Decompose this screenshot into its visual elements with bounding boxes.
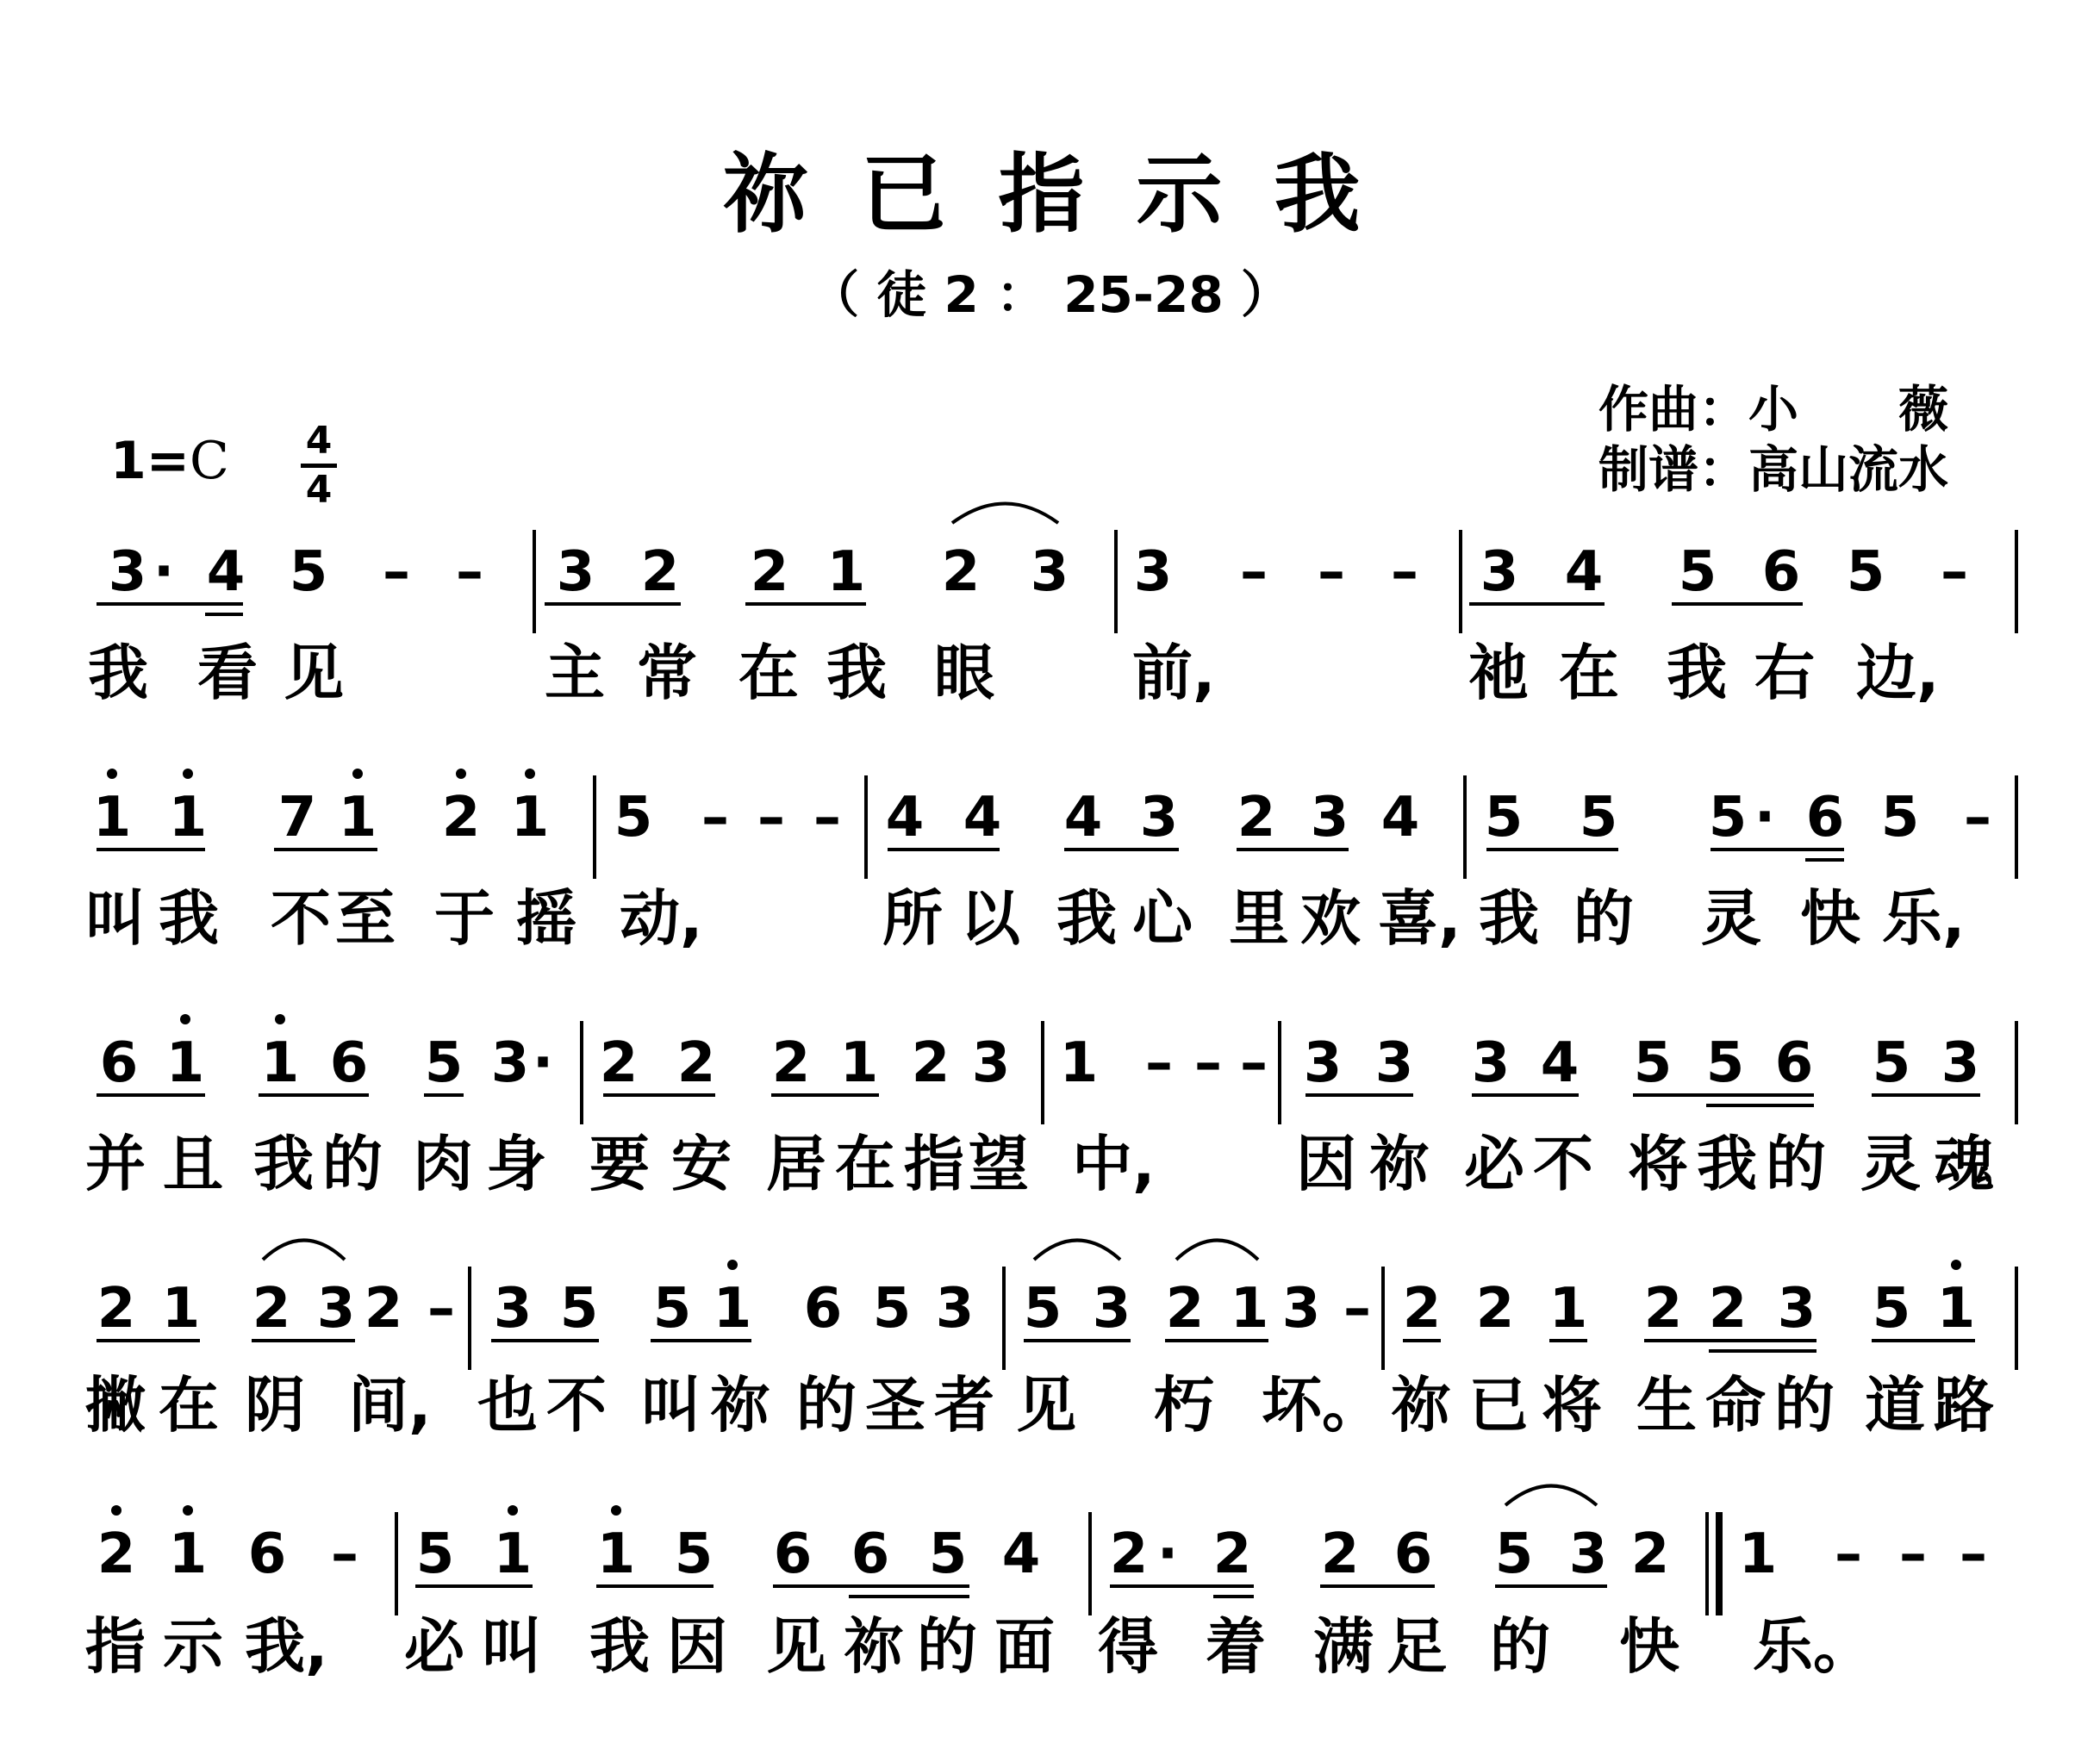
lyric-syllable: 安	[671, 1129, 732, 1199]
lyric-syllable: 着	[1206, 1611, 1266, 1682]
note: 3	[1777, 1277, 1816, 1341]
note: 1	[92, 786, 132, 850]
lyric-syllable: 我	[1056, 883, 1117, 954]
lyric-syllable: 间,	[348, 1370, 432, 1441]
lyric-syllable: 魂	[1934, 1129, 1994, 1199]
note: 3	[1941, 1031, 1980, 1095]
note: 6	[803, 1277, 843, 1341]
lyric-syllable: 者	[934, 1370, 994, 1441]
note: 3	[316, 1277, 356, 1341]
lyric-syllable: 见	[1016, 1370, 1076, 1441]
note: 5	[1705, 1031, 1745, 1095]
note: 7	[277, 786, 317, 850]
lyric-syllable: 在	[738, 638, 799, 708]
note: 4	[1063, 786, 1103, 850]
note: 4	[1540, 1031, 1580, 1095]
lyric-syllable: 指	[904, 1129, 964, 1199]
lyric-syllable: 我	[1667, 638, 1727, 708]
note: 2	[1630, 1522, 1670, 1586]
lyric-syllable: 欢	[1300, 883, 1361, 954]
lyric-syllable: 的	[917, 1611, 977, 1682]
lyric-syllable: 要	[589, 1129, 650, 1199]
note: 4	[1380, 786, 1420, 850]
lyric-syllable: 不	[271, 883, 331, 954]
note: 4	[1001, 1522, 1041, 1586]
note: 2	[750, 540, 789, 604]
high-octave-dot	[183, 769, 193, 779]
lyric-syllable: 灵	[1860, 1129, 1921, 1199]
note: 4	[885, 786, 925, 850]
lyric-syllable: 快	[1800, 883, 1860, 954]
note: 2	[1708, 1277, 1748, 1341]
slur	[952, 504, 1058, 524]
note: 2	[441, 786, 481, 850]
high-octave-dot	[111, 1505, 122, 1516]
lyric-syllable: 我	[159, 883, 219, 954]
lyric-syllable: 祂	[1468, 638, 1529, 708]
scripture-reference: （ 徒 2 ： 25-28 ）	[809, 265, 1291, 324]
note: 3	[1133, 540, 1173, 604]
lyric-syllable: 至	[335, 883, 396, 954]
high-octave-dot	[183, 1505, 193, 1516]
note: 5	[928, 1522, 968, 1586]
note: 3	[493, 1277, 533, 1341]
lyric-syllable: 我	[589, 1611, 650, 1682]
lyric-syllable: 灵	[1701, 883, 1761, 954]
high-octave-dot	[456, 769, 466, 779]
note: 1	[596, 1522, 636, 1586]
lyric-syllable: 得	[1098, 1611, 1158, 1682]
note: 5	[1484, 786, 1524, 850]
note: 5	[1579, 786, 1618, 850]
note: 1	[168, 1522, 208, 1586]
note: 1	[510, 786, 550, 850]
dot-mark: ·	[153, 540, 175, 604]
dash-note: –	[456, 540, 483, 604]
note: 1	[493, 1522, 533, 1586]
lyric-syllable: 里	[1229, 883, 1289, 954]
note: 2	[911, 1031, 950, 1095]
note: 3	[971, 1031, 1011, 1095]
note: 1	[161, 1277, 201, 1341]
lyric-syllable: 叫	[641, 1370, 701, 1441]
lyric-syllable: 的	[1573, 883, 1634, 954]
song-title: 祢已指示我	[722, 144, 1412, 245]
lyric-syllable: 见	[284, 638, 344, 708]
dash-note: –	[1240, 540, 1268, 604]
lyric-syllable: 的	[322, 1129, 383, 1199]
note: 6	[99, 1031, 139, 1095]
note: 2	[1475, 1277, 1515, 1341]
note: 3	[1030, 540, 1069, 604]
lyric-syllable: 不	[1533, 1129, 1593, 1199]
lyric-syllable: 的	[1774, 1370, 1835, 1441]
note: 3	[1568, 1522, 1608, 1586]
lyric-syllable: 道	[1865, 1370, 1925, 1441]
high-octave-dot	[352, 769, 363, 779]
lyric-syllable: 乐,	[1882, 883, 1966, 954]
slur	[1034, 1241, 1120, 1261]
note: 6	[1393, 1522, 1433, 1586]
note: 3	[1139, 786, 1179, 850]
lyric-syllable: 叫	[85, 883, 146, 954]
lyric-syllable: 快	[1619, 1611, 1679, 1682]
note: 2	[1212, 1522, 1252, 1586]
lyric-syllable: 在	[835, 1129, 895, 1199]
note: 6	[851, 1522, 890, 1586]
dash-note: –	[701, 786, 729, 850]
note: 5	[1708, 786, 1748, 850]
lyric-syllable: 于	[434, 883, 495, 954]
dash-note: –	[1318, 540, 1345, 604]
note: 2	[1237, 786, 1276, 850]
note: 2	[1165, 1277, 1205, 1341]
note: 4	[1564, 540, 1604, 604]
lyric-syllable: 主	[545, 638, 605, 708]
transcriber-credit: 制谱：高山流水	[1598, 440, 1949, 499]
lyric-syllable: 以	[960, 883, 1020, 954]
lyric-syllable: 常	[637, 638, 697, 708]
lyric-syllable: 示	[163, 1611, 223, 1682]
note: 2	[599, 1031, 639, 1095]
note: 1	[839, 1031, 879, 1095]
note: 5	[652, 1277, 692, 1341]
note: 5	[289, 540, 328, 604]
dot-mark: ·	[532, 1031, 554, 1095]
key-letter: C	[190, 431, 229, 491]
note: 5	[559, 1277, 599, 1341]
lyric-syllable: 心	[1132, 883, 1193, 954]
lyric-syllable: 足	[1386, 1611, 1447, 1682]
meter-bottom: 4	[305, 468, 333, 512]
lyric-syllable: 祢	[1369, 1129, 1430, 1199]
dash-note: –	[331, 1522, 358, 1586]
lyric-syllable: 乐。	[1753, 1611, 1873, 1682]
lyric-syllable: 撇	[85, 1370, 146, 1441]
note: 3	[1303, 1031, 1343, 1095]
lyric-syllable: 必	[404, 1611, 464, 1682]
note: 1	[165, 1031, 205, 1095]
note: 3	[1092, 1277, 1131, 1341]
lyric-syllable: 因	[1296, 1129, 1356, 1199]
lyric-syllable: 叫	[482, 1611, 542, 1682]
note: 1	[338, 786, 377, 850]
dash-note: –	[1145, 1031, 1173, 1095]
lyric-syllable: 摇	[516, 883, 576, 954]
note: 2	[1109, 1522, 1149, 1586]
lyric-syllable: 已	[1468, 1370, 1529, 1441]
note: 5	[424, 1031, 464, 1095]
note: 3	[935, 1277, 975, 1341]
lyric-syllable: 生	[1636, 1370, 1697, 1441]
note: 5	[1880, 786, 1920, 850]
note: 5	[614, 786, 653, 850]
meter-top: 4	[305, 419, 333, 463]
lyric-syllable: 路	[1934, 1370, 1994, 1441]
dash-note: –	[757, 786, 785, 850]
note: 1	[826, 540, 866, 604]
note: 1	[1549, 1277, 1588, 1341]
note: 5	[1678, 540, 1717, 604]
note: 2	[1320, 1522, 1360, 1586]
dash-note: –	[1899, 1522, 1927, 1586]
high-octave-dot	[611, 1505, 621, 1516]
dot-mark: ·	[1754, 786, 1776, 850]
note: 6	[1774, 1031, 1814, 1095]
lyric-syllable: 的	[796, 1370, 857, 1441]
note: 2	[771, 1031, 811, 1095]
note: 3	[1310, 786, 1349, 850]
note: 3	[108, 540, 147, 604]
note: 1	[713, 1277, 752, 1341]
lyric-syllable: 边,	[1856, 638, 1940, 708]
lyric-syllable: 我	[253, 1129, 314, 1199]
dash-note: –	[1194, 1031, 1222, 1095]
note: 3	[556, 540, 595, 604]
note: 2	[97, 1277, 136, 1341]
lyric-syllable: 将	[1542, 1370, 1602, 1441]
dash-note: –	[1941, 540, 1968, 604]
lyric-syllable: 我	[1697, 1129, 1757, 1199]
note: 2	[364, 1277, 403, 1341]
note: 5	[1846, 540, 1885, 604]
lyric-syllable: 的	[1766, 1129, 1826, 1199]
note: 4	[206, 540, 246, 604]
lyric-syllable: 面	[994, 1611, 1055, 1682]
note: 5	[1633, 1031, 1673, 1095]
dash-note: –	[1835, 1522, 1862, 1586]
lyric-syllable: 我,	[245, 1611, 328, 1682]
lyric-syllable: 我	[826, 638, 887, 708]
lyric-syllable: 我	[88, 638, 148, 708]
note: 1	[260, 1031, 300, 1095]
lyric-syllable: 并	[85, 1129, 146, 1199]
note: 5	[674, 1522, 714, 1586]
lyric-syllable: 右	[1754, 638, 1815, 708]
note: 1	[1738, 1522, 1778, 1586]
lyric-syllable: 的	[1490, 1611, 1550, 1682]
note: 5	[1023, 1277, 1062, 1341]
lyric-syllable: 喜,	[1378, 883, 1461, 954]
high-octave-dot	[107, 769, 117, 779]
lyric-syllable: 肉	[413, 1129, 473, 1199]
lyric-syllable: 坏。	[1262, 1370, 1382, 1441]
note: 5	[1494, 1522, 1534, 1586]
note: 5	[415, 1522, 455, 1586]
note: 2	[252, 1277, 291, 1341]
lyric-syllable: 看	[197, 638, 258, 708]
note: 2	[941, 540, 981, 604]
lyric-syllable: 不	[546, 1370, 607, 1441]
lyric-syllable: 圣	[865, 1370, 925, 1441]
note: 2	[640, 540, 680, 604]
dash-note: –	[1240, 1031, 1268, 1095]
lyric-syllable: 将	[1628, 1129, 1688, 1199]
lyric-syllable: 阴	[245, 1370, 305, 1441]
note: 3	[1374, 1031, 1414, 1095]
note: 3	[490, 1031, 530, 1095]
note: 6	[1805, 786, 1845, 850]
note: 6	[247, 1522, 287, 1586]
lyric-syllable: 所	[882, 883, 943, 954]
lyric-syllable: 必	[1464, 1129, 1524, 1199]
lyric-syllable: 满	[1313, 1611, 1374, 1682]
lyric-syllable: 我	[1479, 883, 1539, 954]
lyric-syllable: 指	[85, 1611, 146, 1682]
dash-note: –	[383, 540, 410, 604]
note: 1	[1936, 1277, 1976, 1341]
dash-note: –	[427, 1277, 455, 1341]
lyric-syllable: 祢	[710, 1370, 770, 1441]
lyric-syllable: 在	[1559, 638, 1619, 708]
lyric-syllable: 前,	[1132, 638, 1216, 708]
key-prefix: 1=	[110, 431, 190, 491]
note: 3	[1281, 1277, 1321, 1341]
dot-mark: ·	[1156, 1522, 1179, 1586]
lyric-syllable: 见	[766, 1611, 826, 1682]
note: 5	[1872, 1031, 1911, 1095]
high-octave-dot	[180, 1014, 190, 1024]
high-octave-dot	[275, 1014, 285, 1024]
lyric-syllable: 中,	[1072, 1129, 1156, 1199]
dash-note: –	[1391, 540, 1418, 604]
lyric-syllable: 动,	[620, 883, 703, 954]
high-octave-dot	[525, 769, 535, 779]
slur	[1505, 1486, 1597, 1506]
dash-note: –	[1964, 786, 1991, 850]
note: 6	[773, 1522, 813, 1586]
lyric-syllable: 因	[667, 1611, 727, 1682]
note: 6	[329, 1031, 369, 1095]
high-octave-dot	[727, 1260, 738, 1270]
note: 1	[168, 786, 208, 850]
composer-credit: 作曲：小 薇	[1598, 380, 1949, 439]
lyric-syllable: 也	[477, 1370, 538, 1441]
note: 2	[1402, 1277, 1442, 1341]
lyric-syllable: 居	[766, 1129, 826, 1199]
note: 1	[1059, 1031, 1099, 1095]
lyric-syllable: 祢	[844, 1611, 904, 1682]
note: 4	[963, 786, 1002, 850]
note: 2	[1643, 1277, 1683, 1341]
slur	[1176, 1241, 1258, 1261]
lyric-syllable: 在	[159, 1370, 219, 1441]
note: 5	[872, 1277, 912, 1341]
note: 1	[1230, 1277, 1269, 1341]
note: 3	[1480, 540, 1519, 604]
lyric-syllable: 命	[1705, 1370, 1766, 1441]
high-octave-dot	[1951, 1260, 1961, 1270]
lyric-syllable: 身	[486, 1129, 546, 1199]
lyric-syllable: 祢	[1391, 1370, 1451, 1441]
lyric-syllable: 且	[163, 1129, 223, 1199]
note: 3	[1471, 1031, 1511, 1095]
lyric-syllable: 眼	[934, 638, 994, 708]
dash-note: –	[1960, 1522, 1987, 1586]
note: 6	[1761, 540, 1801, 604]
lyric-syllable: 朽	[1154, 1370, 1214, 1441]
lyric-syllable: 望	[969, 1129, 1029, 1199]
note: 5	[1872, 1277, 1911, 1341]
dash-note: –	[1343, 1277, 1371, 1341]
high-octave-dot	[508, 1505, 518, 1516]
dash-note: –	[813, 786, 841, 850]
note: 2	[676, 1031, 716, 1095]
note: 2	[97, 1522, 136, 1586]
slur	[263, 1241, 345, 1261]
